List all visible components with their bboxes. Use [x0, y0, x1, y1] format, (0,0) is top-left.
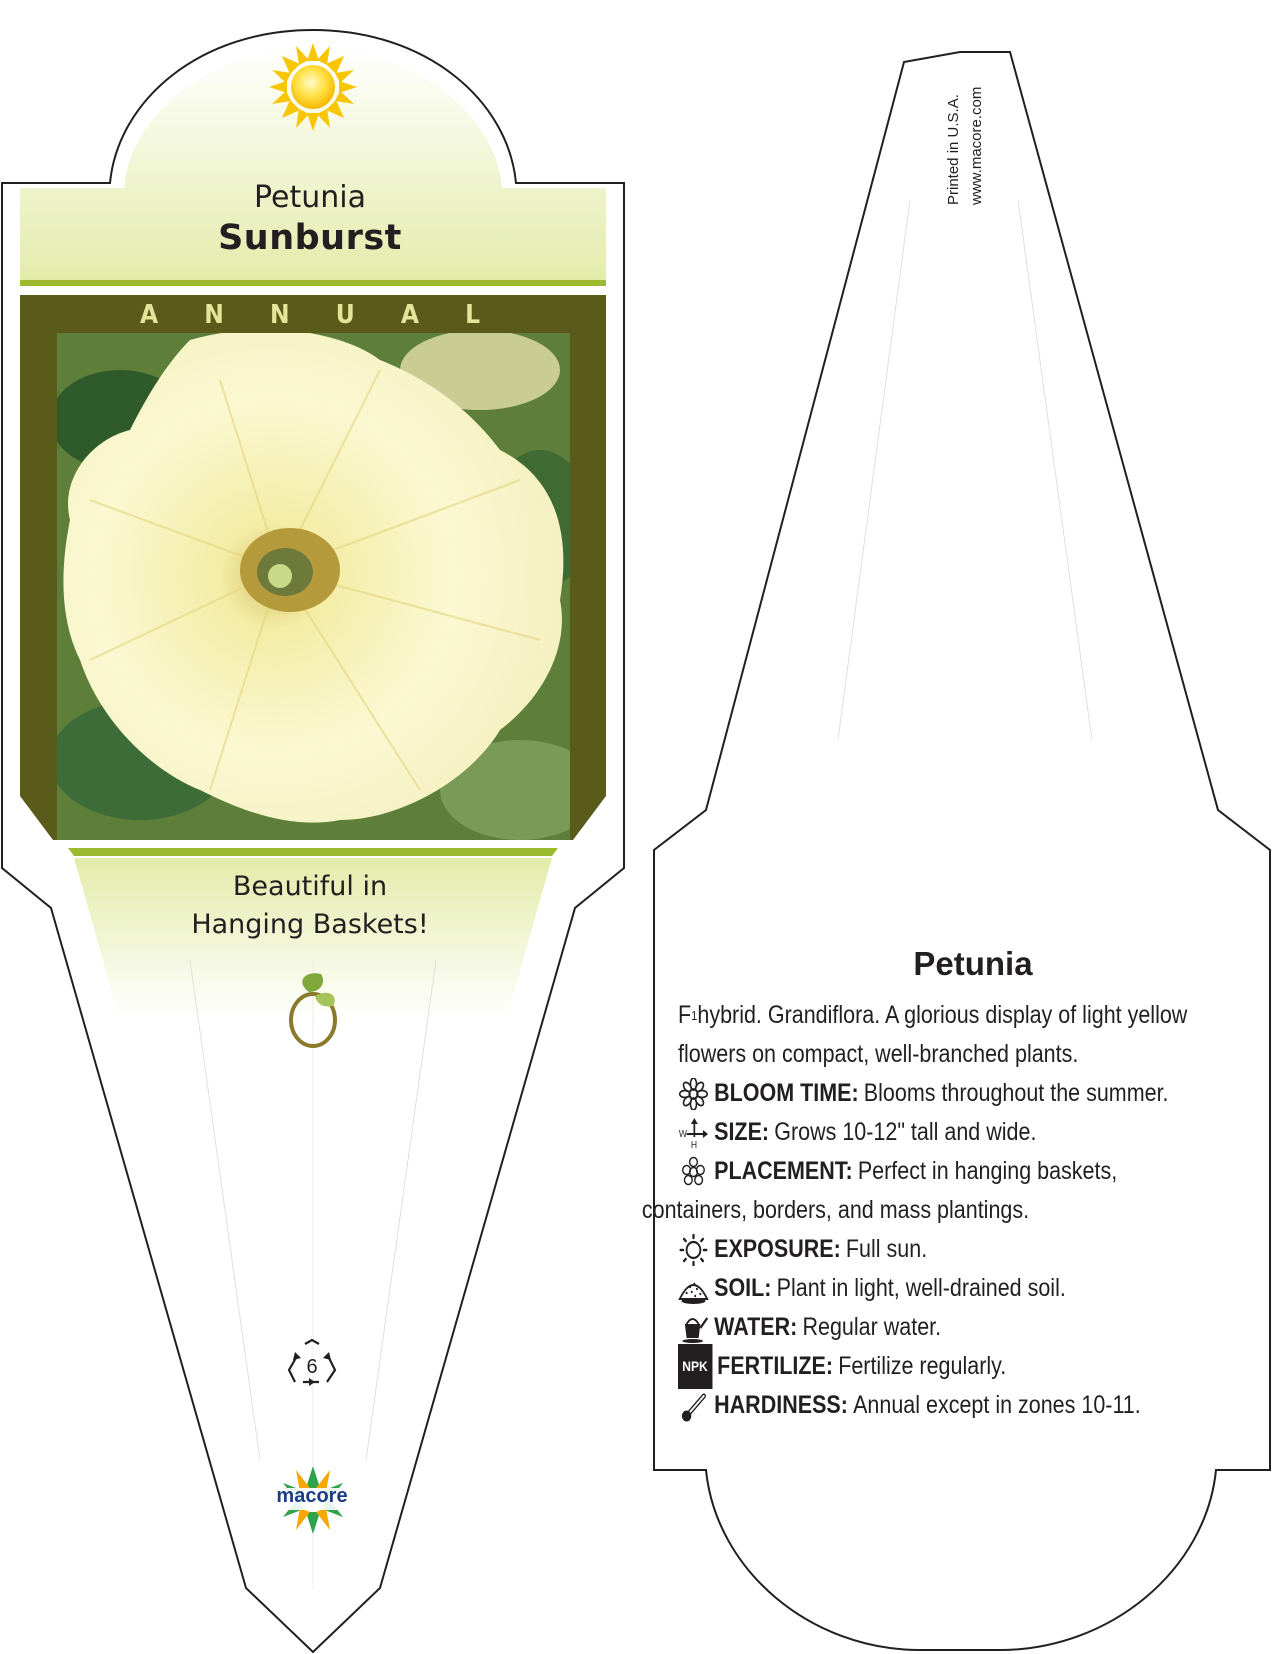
- sun-icon: [269, 43, 357, 131]
- f1-subscript: 1: [691, 1008, 698, 1023]
- care-value: Perfect in hanging baskets,: [857, 1157, 1118, 1185]
- variety-name: Sunburst: [218, 218, 402, 258]
- recycle-icon: [285, 1338, 339, 1390]
- care-label: PLACEMENT:: [714, 1157, 853, 1185]
- imprint-country: Printed in U.S.A.: [945, 94, 962, 205]
- care-value: Plant in light, well-drained soil.: [776, 1274, 1066, 1302]
- care-value: Grows 10-12" tall and wide.: [774, 1118, 1037, 1146]
- care-label: EXPOSURE:: [714, 1235, 841, 1263]
- care-label: FERTILIZE:: [717, 1352, 834, 1380]
- flower-icon: [678, 1078, 709, 1110]
- plant-name: Petunia: [254, 180, 366, 215]
- care-row-placement-cont: containers, borders, and mass plantings.: [641, 1196, 1030, 1224]
- petunia-flower-photo: [50, 330, 600, 840]
- care-value: Blooms throughout the summer.: [863, 1079, 1169, 1107]
- svg-text:W: W: [678, 1127, 687, 1139]
- tagline: [150, 868, 470, 944]
- plant-cluster-icon: [678, 1156, 709, 1188]
- care-value: Full sun.: [845, 1235, 928, 1263]
- care-row-hardiness: [678, 1386, 1246, 1425]
- soil-pile-icon: [678, 1273, 709, 1305]
- thermometer-icon: [678, 1390, 709, 1422]
- care-label: HARDINESS:: [714, 1391, 848, 1419]
- description-line: [678, 996, 1246, 1035]
- care-row-size: [678, 1113, 1246, 1152]
- watering-can-icon: [678, 1312, 709, 1344]
- care-row-soil: [678, 1269, 1246, 1308]
- care-row-placement: [678, 1152, 1246, 1191]
- category-letter: N: [204, 300, 224, 330]
- brand-logo-text: macore: [276, 1485, 348, 1507]
- sun-outline-icon: [678, 1234, 709, 1266]
- care-value: Regular water.: [802, 1313, 942, 1341]
- front-tag-outline: [2, 30, 624, 1652]
- category-letter: N: [269, 300, 290, 330]
- care-info: [641, 996, 1246, 1425]
- f1-prefix: F: [678, 1001, 692, 1029]
- recycle-number: 6: [306, 1356, 318, 1378]
- care-label: SIZE:: [714, 1118, 770, 1146]
- svg-text:H: H: [690, 1138, 698, 1149]
- care-label: SOIL:: [714, 1274, 772, 1302]
- description-text: hybrid. Grandiflora. A glorious display of light yellow: [697, 1001, 1188, 1029]
- back-heading: Petunia: [913, 945, 1033, 982]
- npk-icon: NPK: [678, 1344, 712, 1389]
- tagline-line: Hanging Baskets!: [191, 909, 429, 940]
- care-row-water: [678, 1308, 1246, 1347]
- size-arrows-icon: [678, 1117, 709, 1149]
- category-letter: A: [140, 300, 159, 330]
- care-label: WATER:: [714, 1313, 798, 1341]
- care-row-fertilize: [678, 1347, 1246, 1386]
- care-label: BLOOM TIME:: [714, 1079, 859, 1107]
- tagline-line: Beautiful in: [232, 871, 388, 902]
- category-letter: L: [465, 300, 480, 330]
- description-line: flowers on compact, well-branched plants.: [678, 1040, 1079, 1068]
- category-letter: A: [400, 300, 419, 330]
- care-value: Fertilize regularly.: [838, 1352, 1007, 1380]
- care-value: Annual except in zones 10-11.: [853, 1391, 1141, 1419]
- care-row-bloom: [678, 1074, 1246, 1113]
- category-letter: U: [335, 300, 355, 330]
- imprint-url: www.macore.com: [968, 86, 985, 205]
- care-row-exposure: [678, 1230, 1246, 1269]
- category-label: [140, 300, 480, 330]
